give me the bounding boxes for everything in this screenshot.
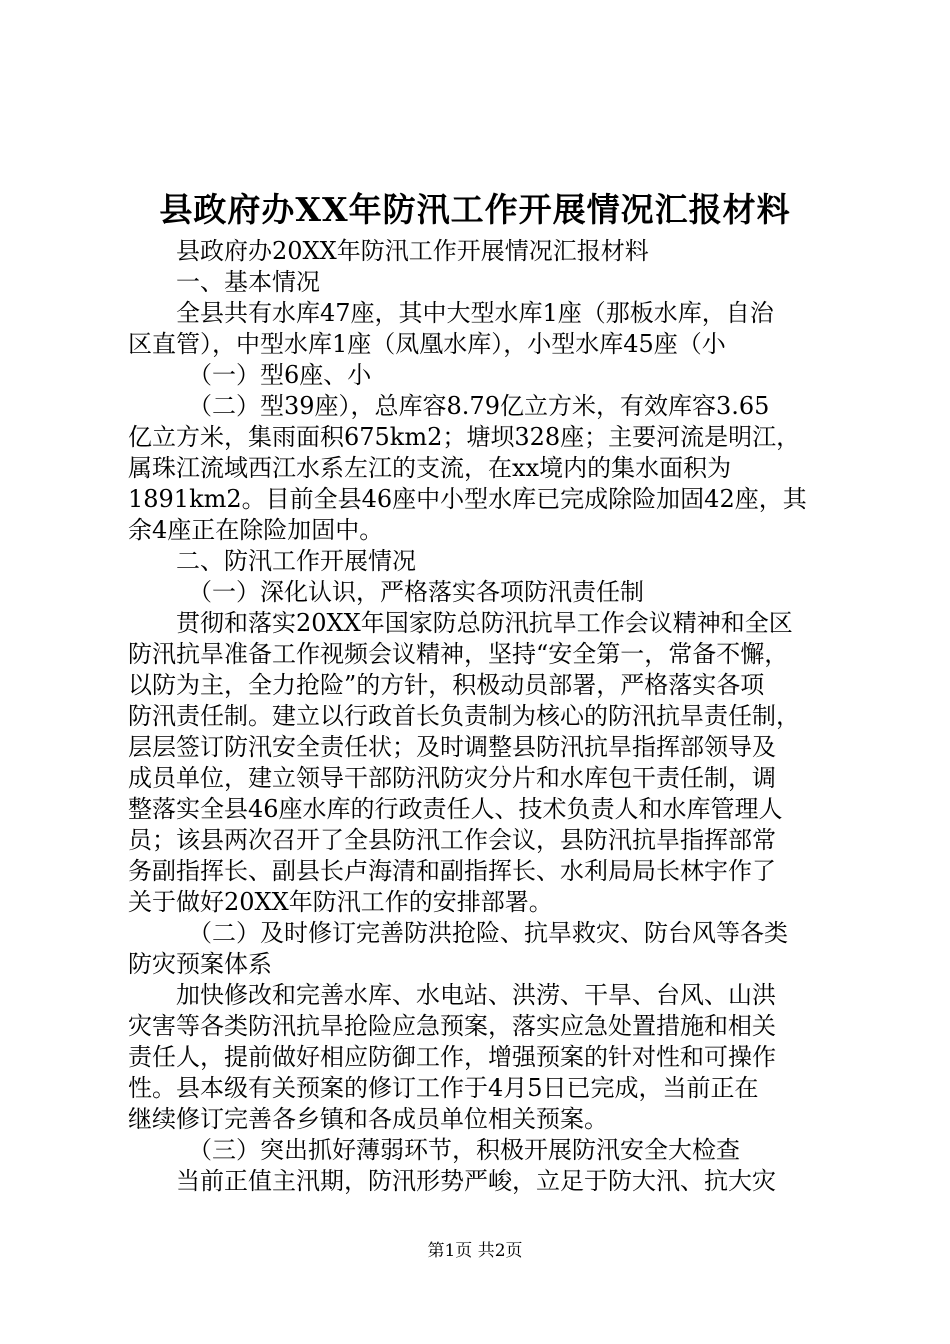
text-line: 县政府办20XX年防汛工作开展情况汇报材料 (176, 237, 649, 265)
text-line: （一）型6座、小 (188, 361, 372, 389)
text-line: （三）突出抓好薄弱环节，积极开展防汛安全大检查 (188, 1136, 740, 1164)
text-line: 一、基本情况 (176, 268, 320, 296)
text-line: 关于做好20XX年防汛工作的安排部署。 (128, 888, 553, 916)
text-line: 以防为主，全力抢险”的方针，积极动员部署，严格落实各项 (128, 671, 765, 699)
text-line: 成员单位，建立领导干部防汛防灾分片和水库包干责任制，调 (128, 764, 776, 792)
text-line: 性。县本级有关预案的修订工作于4月5日已完成，当前正在 (128, 1074, 759, 1102)
text-line: 灾害等各类防汛抗旱抢险应急预案，落实应急处置措施和相关 (128, 1012, 776, 1040)
text-line: 余4座正在除险加固中。 (128, 516, 384, 544)
text-line: 继续修订完善各乡镇和各成员单位相关预案。 (128, 1105, 608, 1133)
document-title: 县政府办XX年防汛工作开展情况汇报材料 (159, 190, 791, 229)
text-line: 防汛抗旱准备工作视频会议精神，坚持“安全第一，常备不懈， (128, 640, 789, 668)
text-line: 属珠江流域西江水系左江的支流，在xx境内的集水面积为 (128, 454, 732, 482)
text-line: 责任人，提前做好相应防御工作，增强预案的针对性和可操作 (128, 1043, 776, 1071)
text-line: （二）型39座），总库容8.79亿立方米，有效库容3.65 (188, 392, 770, 420)
text-line: 防汛责任制。建立以行政首长负责制为核心的防汛抗旱责任制， (128, 702, 800, 730)
text-line: 亿立方米，集雨面积675km2；塘坝328座；主要河流是明江， (128, 423, 801, 451)
text-line: 区直管），中型水库1座（凤凰水库），小型水库45座（小 (128, 330, 726, 358)
text-line: 加快修改和完善水库、水电站、洪涝、干旱、台风、山洪 (176, 981, 776, 1009)
text-line: 二、防汛工作开展情况 (176, 547, 416, 575)
text-line: 整落实全县46座水库的行政责任人、技术负责人和水库管理人 (128, 795, 783, 823)
text-line: （二）及时修订完善防洪抢险、抗旱救灾、防台风等各类 (188, 919, 788, 947)
document-body (128, 236, 828, 1197)
text-line: 员；该县两次召开了全县防汛工作会议，县防汛抗旱指挥部常 (128, 826, 776, 854)
text-line: 全县共有水库47座，其中大型水库1座（那板水库，自治 (176, 299, 774, 327)
text-line: 1891km2。目前全县46座中小型水库已完成除险加固42座，其 (128, 485, 807, 513)
text-line: 层层签订防汛安全责任状；及时调整县防汛抗旱指挥部领导及 (128, 733, 776, 761)
text-line: 务副指挥长、副县长卢海清和副指挥长、水利局局长林宇作了 (128, 857, 776, 885)
page-footer: 第1页 共2页 (427, 1241, 523, 1261)
text-line: 防灾预案体系 (128, 950, 272, 978)
text-line: 当前正值主汛期，防汛形势严峻，立足于防大汛、抗大灾 (176, 1167, 776, 1195)
text-line: 贯彻和落实20XX年国家防总防汛抗旱工作会议精神和全区 (176, 609, 793, 637)
text-line: （一）深化认识，严格落实各项防汛责任制 (188, 578, 644, 606)
